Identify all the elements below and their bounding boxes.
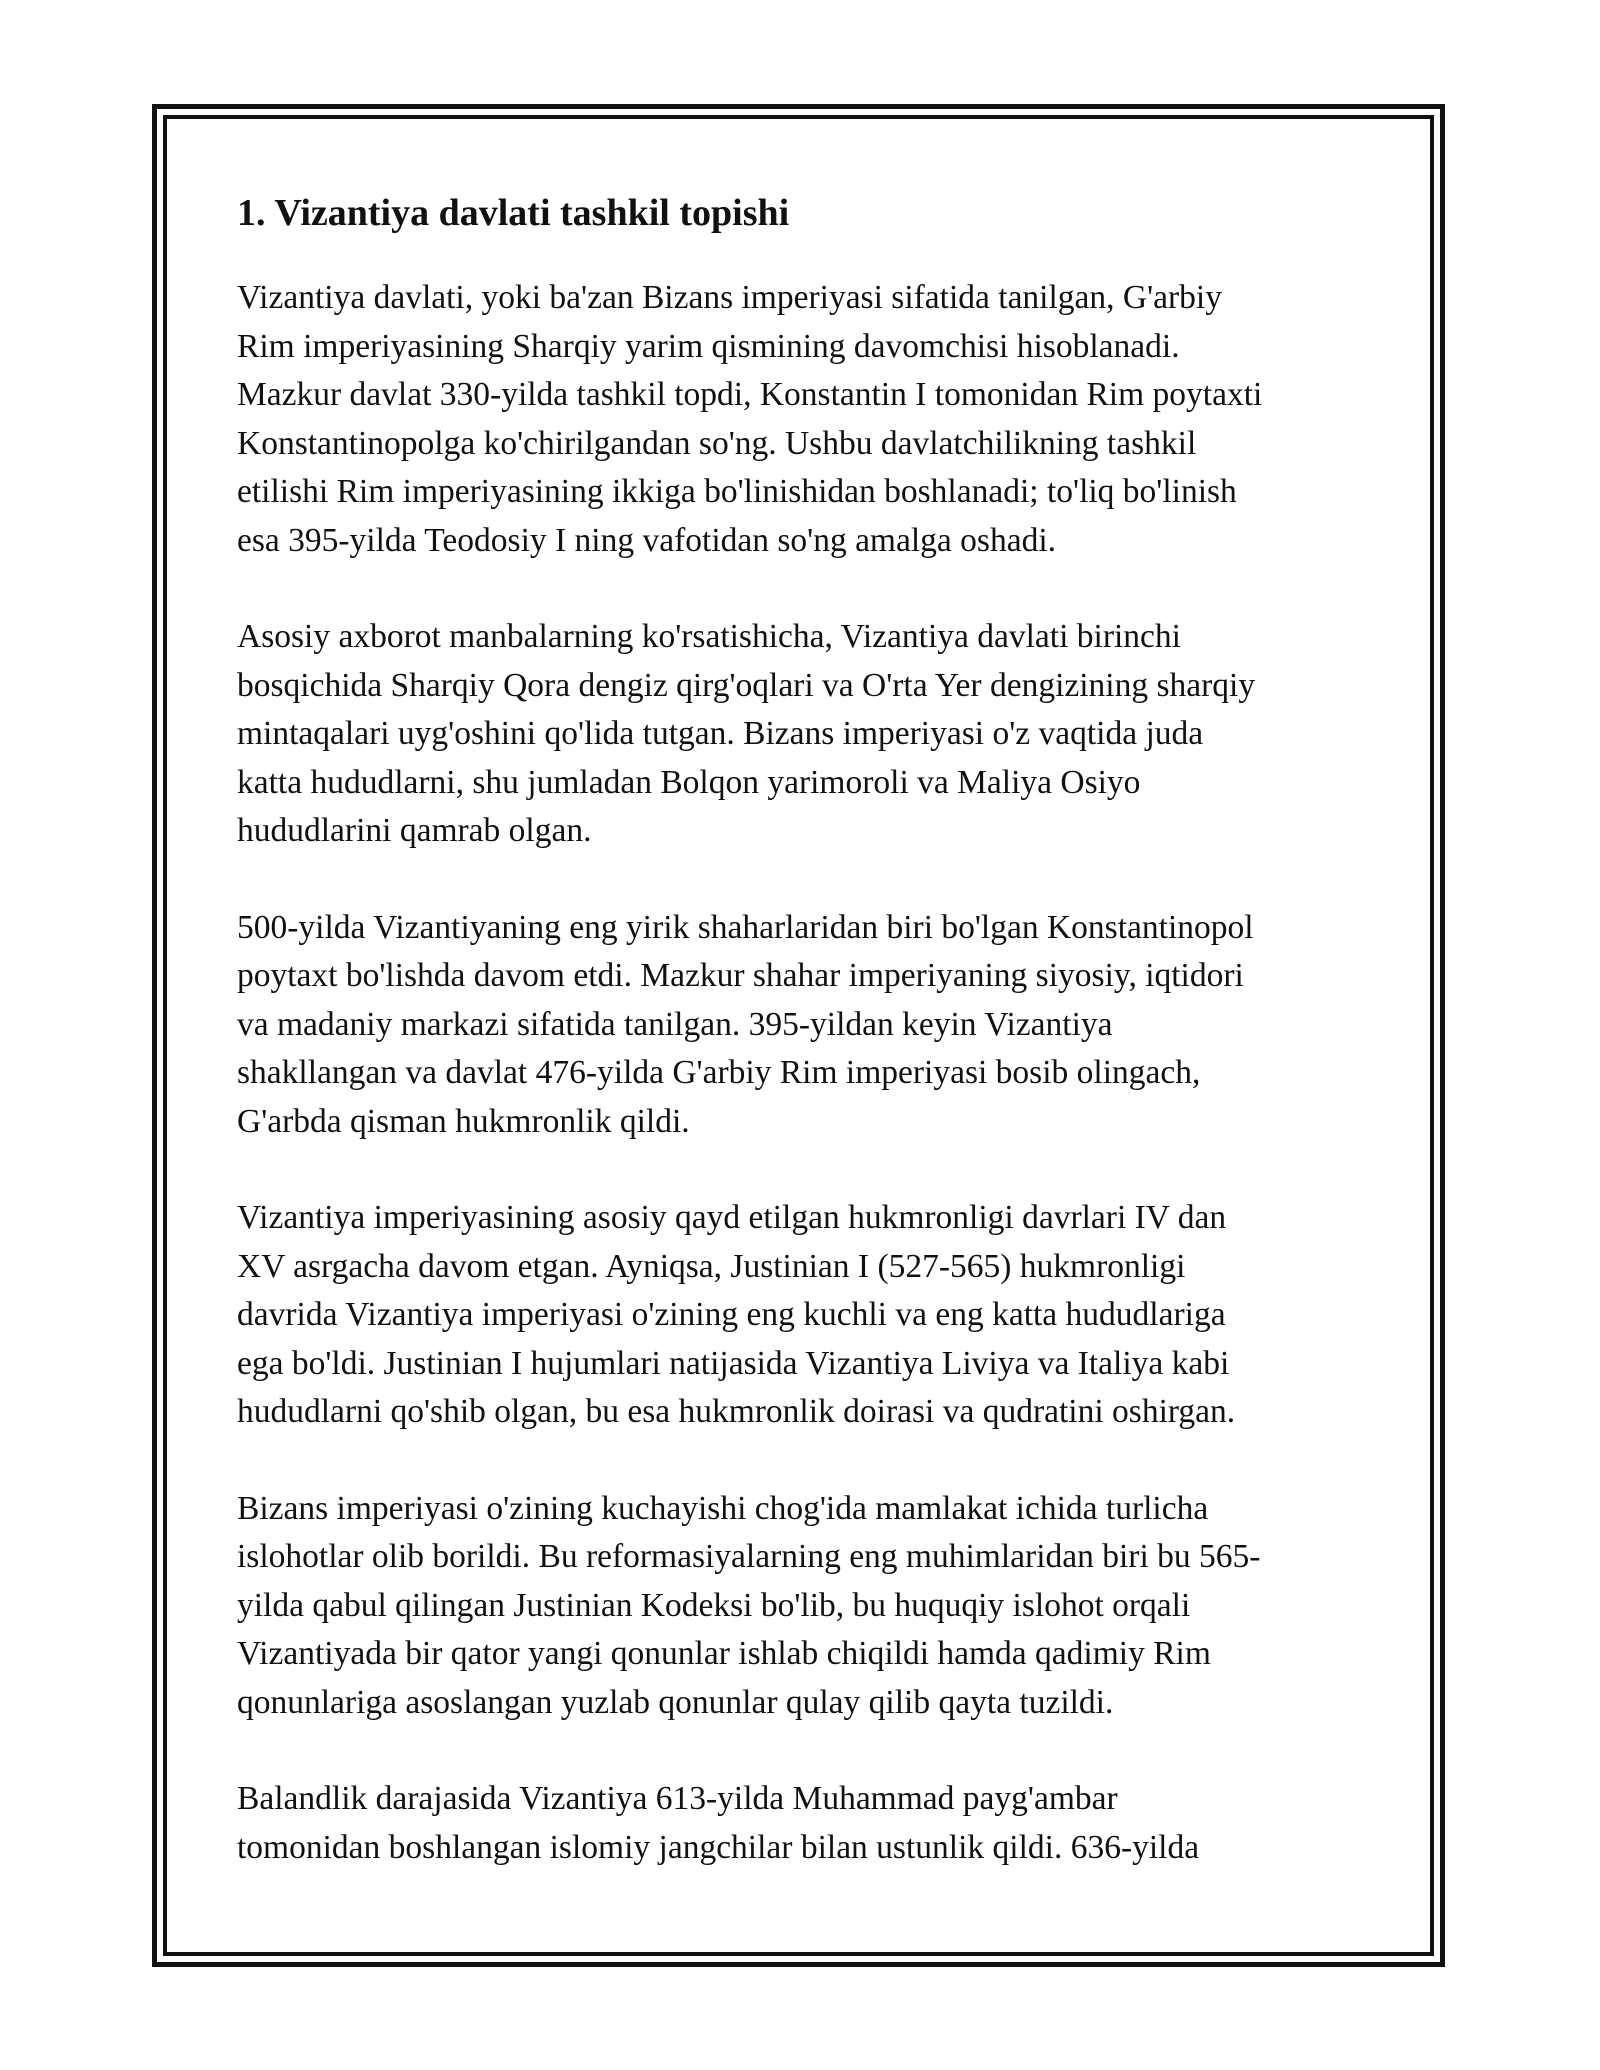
text-line: va madaniy markazi sifatida tanilgan. 395-yildan keyin Vizantiya	[237, 1005, 1113, 1043]
section-heading: 1. Vizantiya davlati tashkil topishi	[237, 192, 790, 234]
text-line: bosqichida Sharqiy Qora dengiz qirg'oqlari va O'rta Yer dengizining sharqiy	[237, 666, 1256, 704]
text-line: etilishi Rim imperiyasining ikkiga bo'linishidan boshlanadi; to'liq bo'linish	[237, 473, 1237, 510]
text-line: mintaqalari uyg'oshini qo'lida tutgan. Bizans imperiyasi o'z vaqtida juda	[237, 715, 1204, 752]
text-line: Vizantiya imperiyasining asosiy qayd etilgan hukmronligi davrlari IV dan	[237, 1199, 1227, 1236]
text-line: davrida Vizantiya imperiyasi o'zining eng kuchli va eng katta hududlariga	[237, 1296, 1226, 1333]
text-line: Vizantiyada bir qator yangi qonunlar ishlab chiqildi hamda qadimiy Rim	[237, 1635, 1211, 1672]
text-line: esa 395-yilda Teodosiy I ning vafotidan so'ng amalga oshadi.	[237, 521, 1056, 559]
paragraph-4	[237, 1194, 1357, 1437]
text-line: G'arbda qisman hukmronlik qildi.	[237, 1102, 690, 1140]
text-line: hududlarni qo'shib olgan, bu esa hukmronlik doirasi va qudratini oshirgan.	[237, 1393, 1236, 1430]
text-line: yilda qabul qilingan Justinian Kodeksi bo'lib, bu huquqiy islohot orqali	[237, 1586, 1191, 1624]
text-line: ega bo'ldi. Justinian I hujumlari natijasida Vizantiya Liviya va Italiya kabi	[237, 1344, 1230, 1382]
text-line: Mazkur davlat 330-yilda tashkil topdi, Konstantin I tomonidan Rim poytaxti	[237, 376, 1263, 413]
text-line: Bizans imperiyasi o'zining kuchayishi chog'ida mamlakat ichida turlicha	[237, 1489, 1209, 1527]
text-line: katta hududlarni, shu jumladan Bolqon yarimoroli va Maliya Osiyo	[237, 763, 1141, 801]
text-line: islohotlar olib borildi. Bu reformasiyalarning eng muhimlaridan biri bu 565-	[237, 1538, 1261, 1575]
text-line: Vizantiya davlati, yoki ba'zan Bizans imperiyasi sifatida tanilgan, G'arbiy	[237, 279, 1222, 316]
text-line: shakllangan va davlat 476-yilda G'arbiy Rim imperiyasi bosib olingach,	[237, 1054, 1201, 1091]
text-line: hududlarini qamrab olgan.	[237, 812, 592, 849]
text-line: Asosiy axborot manbalarning ko'rsatishicha, Vizantiya davlati birinchi	[237, 618, 1181, 655]
text-line: XV asrgacha davom etgan. Ayniqsa, Justinian I (527-565) hukmronligi	[237, 1247, 1186, 1285]
text-line: qonunlariga asoslangan yuzlab qonunlar qulay qilib qayta tuzildi.	[237, 1683, 1114, 1721]
text-line: 500-yilda Vizantiyaning eng yirik shaharlaridan biri bo'lgan Konstantinopol	[237, 908, 1254, 946]
paragraph-2	[237, 613, 1357, 856]
document-body	[237, 188, 1357, 1920]
paragraph-5	[237, 1485, 1357, 1728]
text-line: tomonidan boshlangan islomiy jangchilar bilan ustunlik qildi. 636-yilda	[237, 1828, 1200, 1866]
text-line: Balandlik darajasida Vizantiya 613-yilda Muhammad payg'ambar	[237, 1780, 1118, 1817]
paragraph-6	[237, 1775, 1357, 1872]
text-line: Konstantinopolga ko'chirilgandan so'ng. Ushbu davlatchilikning tashkil	[237, 424, 1197, 462]
paragraph-1	[237, 274, 1357, 565]
paragraph-3	[237, 904, 1357, 1147]
text-line: Rim imperiyasining Sharqiy yarim qismining davomchisi hisoblanadi.	[237, 327, 1180, 365]
text-line: poytaxt bo'lishda davom etdi. Mazkur shahar imperiyaning siyosiy, iqtidori	[237, 957, 1244, 994]
